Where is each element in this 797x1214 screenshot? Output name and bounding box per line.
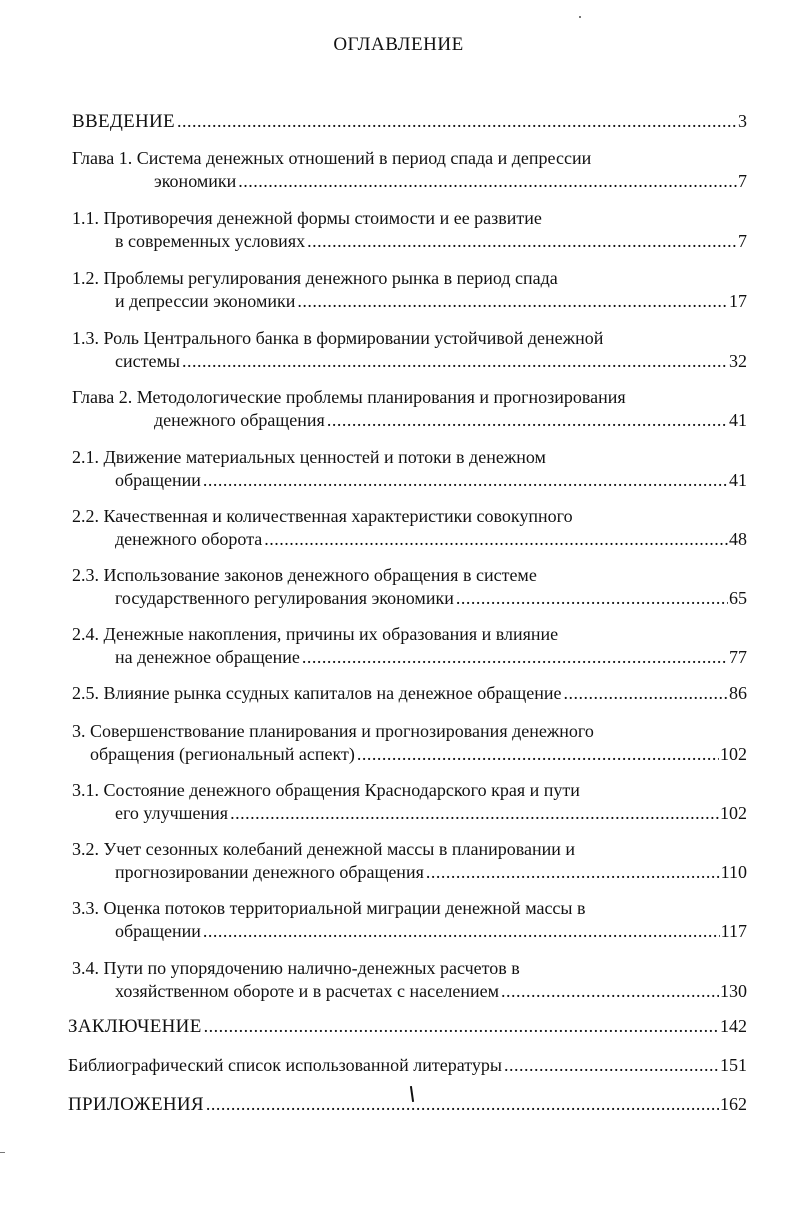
leader-dots <box>327 409 728 432</box>
toc-entry-title: ЗАКЛЮЧЕНИЕ <box>68 1016 202 1037</box>
leader-dots <box>203 469 728 492</box>
toc-entry-title: 2.2. Качественная и количественная характеристики совокупного <box>72 506 573 526</box>
toc-entry-title-cont: денежного оборота <box>115 529 263 549</box>
toc-entry-title: ВВЕДЕНИЕ <box>72 111 175 132</box>
toc-entry-title-cont: прогнозировании денежного обращения <box>115 862 424 882</box>
toc-entry-title: 2.4. Денежные накопления, причины их образования и влияние <box>72 624 559 644</box>
toc-entry-title: 3.1. Состояние денежного обращения Краснодарского края и пути <box>72 780 580 800</box>
toc-page-number: 32 <box>729 351 747 371</box>
leader-dots <box>177 110 737 133</box>
toc-page-number: 102 <box>720 744 747 764</box>
toc-entry-title: Библиографический список использованной литературы <box>68 1055 503 1075</box>
scan-edge-mark <box>0 1152 5 1153</box>
toc-page-number: 41 <box>729 470 747 490</box>
toc-entry-title: ПРИЛОЖЕНИЯ <box>68 1094 204 1115</box>
leader-dots <box>426 861 720 884</box>
toc-entry-title: 1.3. Роль Центрального банка в формировании устойчивой денежной <box>72 328 604 348</box>
leader-dots <box>307 230 737 253</box>
toc-entry-title-cont: системы <box>115 351 180 371</box>
leader-dots <box>456 587 728 610</box>
toc-page-number: 117 <box>720 921 747 941</box>
toc-entry-title: 1.2. Проблемы регулирования денежного рынка в период спада <box>72 268 558 288</box>
toc-entry-title-cont: государственного регулирования экономики <box>115 588 454 608</box>
toc-page-number: 130 <box>720 981 747 1001</box>
toc-entry-title-cont: денежного обращения <box>154 410 325 430</box>
toc-page-number: 86 <box>729 683 747 703</box>
leader-dots <box>206 1093 719 1116</box>
toc-entry-title-cont: экономики <box>154 171 237 191</box>
toc-entry-title: 1.1. Противоречия денежной формы стоимости и ее развитие <box>72 208 542 228</box>
toc-page-number: 110 <box>720 862 747 882</box>
toc-page-number: 65 <box>729 588 747 608</box>
toc-entry-title: Глава 1. Система денежных отношений в период спада и депрессии <box>72 148 592 168</box>
toc-page-number: 48 <box>729 529 747 549</box>
toc-page-number: 162 <box>720 1094 747 1114</box>
toc-entry-title-cont: его улучшения <box>115 803 229 823</box>
toc-page-number: 151 <box>720 1055 747 1075</box>
leader-dots <box>264 528 728 551</box>
toc-entry-title-cont: на денежное обращение <box>115 647 300 667</box>
toc-entry-title-cont: обращения (региональный аспект) <box>90 744 355 764</box>
toc-entry-title: 2.3. Использование законов денежного обращения в системе <box>72 565 537 585</box>
toc-page-number: 7 <box>738 231 747 251</box>
toc-entry-title-cont: в современных условиях <box>115 231 306 251</box>
toc-entry-title-cont: обращении <box>115 470 201 490</box>
leader-dots <box>302 646 728 669</box>
toc-entry-title: 3. Совершенствование планирования и прогнозирования денежного <box>72 721 594 741</box>
scan-speck <box>579 16 581 18</box>
toc-page-number: 3 <box>738 111 747 131</box>
leader-dots <box>504 1054 719 1077</box>
leader-dots <box>357 743 719 766</box>
page-title: ОГЛАВЛЕНИЕ <box>333 34 464 55</box>
leader-dots <box>501 980 719 1003</box>
toc-entry-title: 3.2. Учет сезонных колебаний денежной массы в планировании и <box>72 839 575 859</box>
toc-page-number: 7 <box>738 171 747 191</box>
toc-entry-title: 3.4. Пути по упорядочению налично-денежных расчетов в <box>72 958 520 978</box>
toc-entry-title: Глава 2. Методологические проблемы планирования и прогнозирования <box>72 387 626 407</box>
toc-page-number: 142 <box>720 1016 747 1036</box>
toc-entry-title-cont: хозяйственном обороте и в расчетах с населением <box>115 981 499 1001</box>
toc-entry-title: 3.3. Оценка потоков территориальной миграции денежной массы в <box>72 898 586 918</box>
leader-dots <box>297 290 728 313</box>
leader-dots <box>182 350 728 373</box>
toc-entry-title-cont: и депрессии экономики <box>115 291 296 311</box>
toc-page-number: 102 <box>720 803 747 823</box>
leader-dots <box>204 1015 719 1038</box>
leader-dots <box>238 170 737 193</box>
toc-entry-title-cont: обращении <box>115 921 201 941</box>
leader-dots <box>230 802 719 825</box>
toc-entry-title: 2.5. Влияние рынка ссудных капиталов на денежное обращение <box>72 683 562 703</box>
toc-page-number: 17 <box>729 291 747 311</box>
toc-entry-title: 2.1. Движение материальных ценностей и потоки в денежном <box>72 447 546 467</box>
toc-page-number: 77 <box>729 647 747 667</box>
toc-page-number: 41 <box>729 410 747 430</box>
leader-dots <box>203 920 720 943</box>
leader-dots <box>563 682 728 705</box>
